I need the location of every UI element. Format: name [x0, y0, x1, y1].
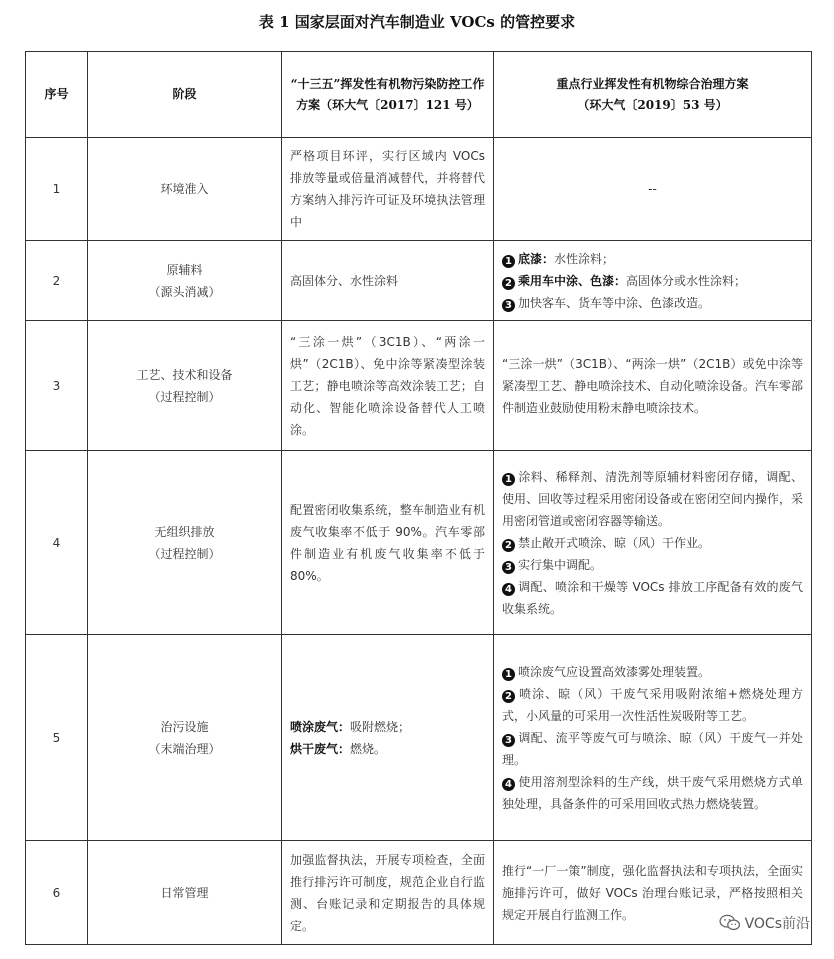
row-plan-13: “三涂一烘”（3C1B）、“两涂一烘”（2C1B）、免中涂等紧凑型涂装工艺；静电喷涂等高效涂装工艺；自动化、智能化喷涂设备替代人工喷涂。	[282, 321, 494, 451]
item-text: 实行集中调配。	[518, 557, 603, 572]
list-item	[502, 248, 803, 270]
item-text: 高固体分或水性涂料；	[626, 273, 747, 288]
row-no: 5	[26, 635, 88, 841]
voc-control-table	[25, 51, 812, 945]
list-item	[502, 270, 803, 292]
item-text: 涂料、稀释剂、清洗剂等原辅材料密闭存储，调配、使用、回收等过程采用密闭设备或在密闭空间内操作，采用密闭管道或密闭容器等输送。	[502, 469, 803, 528]
watermark-text: VOCs前沿	[744, 916, 810, 932]
number-badge: 1	[502, 473, 515, 486]
number-badge: 3	[502, 299, 515, 312]
row-plan-key	[494, 635, 812, 841]
list-item	[502, 554, 803, 576]
table-row	[26, 451, 812, 635]
header-no: 序号	[26, 52, 88, 138]
item-text: 喷涂废气应设置高效漆雾处理装置。	[518, 664, 711, 679]
table-row	[26, 241, 812, 321]
row-plan-13: 加强监督执法，开展专项检查，全面推行排污许可制度，规范企业自行监测、台账记录和定期报告的具体规定。	[282, 841, 494, 945]
table-row	[26, 841, 812, 945]
list-item	[290, 716, 485, 738]
stage-sub: （源头消减）	[148, 284, 221, 299]
item-text: 调配、流平等废气可与喷涂、晾（风）干废气一并处理。	[502, 730, 803, 767]
item-text: 使用溶剂型涂料的生产线，烘干废气采用燃烧方式单独处理，具备条件的可采用回收式热力燃烧装置。	[502, 774, 803, 811]
list-item	[502, 576, 803, 620]
number-badge: 2	[502, 277, 515, 290]
number-badge: 2	[502, 539, 515, 552]
item-label: 乘用车中涂、色漆：	[518, 273, 627, 288]
stage-line: 治污设施	[160, 719, 209, 734]
row-stage	[88, 635, 282, 841]
row-no: 1	[26, 138, 88, 241]
number-badge: 2	[502, 690, 515, 703]
number-badge: 3	[502, 734, 515, 747]
item-text: 加快客车、货车等中涂、色漆改造。	[518, 295, 711, 310]
item-text: 吸附燃烧；	[350, 719, 411, 734]
row-plan-13: 配置密闭收集系统，整车制造业有机废气收集率不低于 90%。汽车零部件制造业有机废气收集率不低于 80%。	[282, 451, 494, 635]
number-badge: 4	[502, 583, 515, 596]
wechat-icon	[719, 914, 741, 932]
row-plan-key	[494, 451, 812, 635]
row-no: 2	[26, 241, 88, 321]
stage-line: 原辅料	[166, 262, 203, 277]
row-stage	[88, 138, 282, 241]
item-text: 燃烧。	[350, 741, 387, 756]
row-stage	[88, 241, 282, 321]
stage-line: 环境准入	[160, 182, 209, 196]
item-text: 调配、喷涂和干燥等 VOCs 排放工序配备有效的废气收集系统。	[502, 579, 803, 616]
stage-sub: （末端治理）	[148, 741, 221, 756]
watermark	[719, 913, 810, 933]
number-badge: 4	[502, 778, 515, 791]
table-row	[26, 138, 812, 241]
list-item	[502, 727, 803, 771]
row-stage	[88, 841, 282, 945]
list-item	[502, 771, 803, 815]
list-item	[502, 466, 803, 532]
stage-line: 无组织排放	[154, 524, 215, 539]
item-label: 底漆：	[518, 251, 555, 266]
number-badge: 1	[502, 255, 515, 268]
row-plan-key: --	[494, 138, 812, 241]
row-no: 3	[26, 321, 88, 451]
list-item	[502, 661, 803, 683]
list-item	[502, 292, 803, 314]
header-plan-key-title: 重点行业挥发性有机物综合治理方案	[556, 76, 749, 91]
table-caption: 表 1 国家层面对汽车制造业 VOCs 的管控要求	[258, 13, 576, 31]
list-item	[290, 738, 485, 760]
row-plan-13: 高固体分、水性涂料	[282, 241, 494, 321]
row-plan-13: 严格项目环评，实行区域内 VOCs 排放等量或倍量消减替代，并将替代方案纳入排污许可证及环境执法管理中	[282, 138, 494, 241]
row-no: 4	[26, 451, 88, 635]
stage-sub: （过程控制）	[148, 546, 221, 561]
row-plan-key	[494, 241, 812, 321]
item-text: 喷涂、晾（风）干废气采用吸附浓缩+燃烧处理方式，小风量的可采用一次性活性炭吸附等工艺。	[502, 686, 803, 723]
header-row	[26, 52, 812, 138]
header-plan-key	[494, 52, 812, 138]
list-item	[502, 683, 803, 727]
table-row	[26, 635, 812, 841]
row-no: 6	[26, 841, 88, 945]
header-plan-13: “十三五”挥发性有机物污染防控工作方案（环大气〔2017〕121 号）	[282, 52, 494, 138]
item-text: 水性涂料；	[554, 251, 615, 266]
row-stage	[88, 321, 282, 451]
number-badge: 3	[502, 561, 515, 574]
table-row	[26, 321, 812, 451]
row-plan-key: 推行“一厂一策”制度，强化监督执法和专项执法，全面实施排污许可，做好 VOCs 治理台账记录，严格按照相关规定开展自行监测工作。	[494, 841, 812, 945]
item-text: 禁止敞开式喷涂、晾（风）干作业。	[518, 535, 711, 550]
stage-line: 日常管理	[160, 885, 209, 900]
header-stage: 阶段	[88, 52, 282, 138]
stage-line: 工艺、技术和设备	[136, 367, 233, 382]
row-stage	[88, 451, 282, 635]
header-plan-key-doc: （环大气〔2019〕53 号）	[577, 97, 728, 112]
number-badge: 1	[502, 668, 515, 681]
row-plan-key: “三涂一烘”（3C1B）、“两涂一烘”（2C1B）或免中涂等紧凑型工艺、静电喷涂技术、自动化喷涂设备。汽车零部件制造业鼓励使用粉末静电喷涂技术。	[494, 321, 812, 451]
item-label: 喷涂废气：	[290, 719, 351, 734]
row-plan-13	[282, 635, 494, 841]
item-label: 烘干废气：	[290, 741, 351, 756]
list-item	[502, 532, 803, 554]
stage-sub: （过程控制）	[148, 389, 221, 404]
